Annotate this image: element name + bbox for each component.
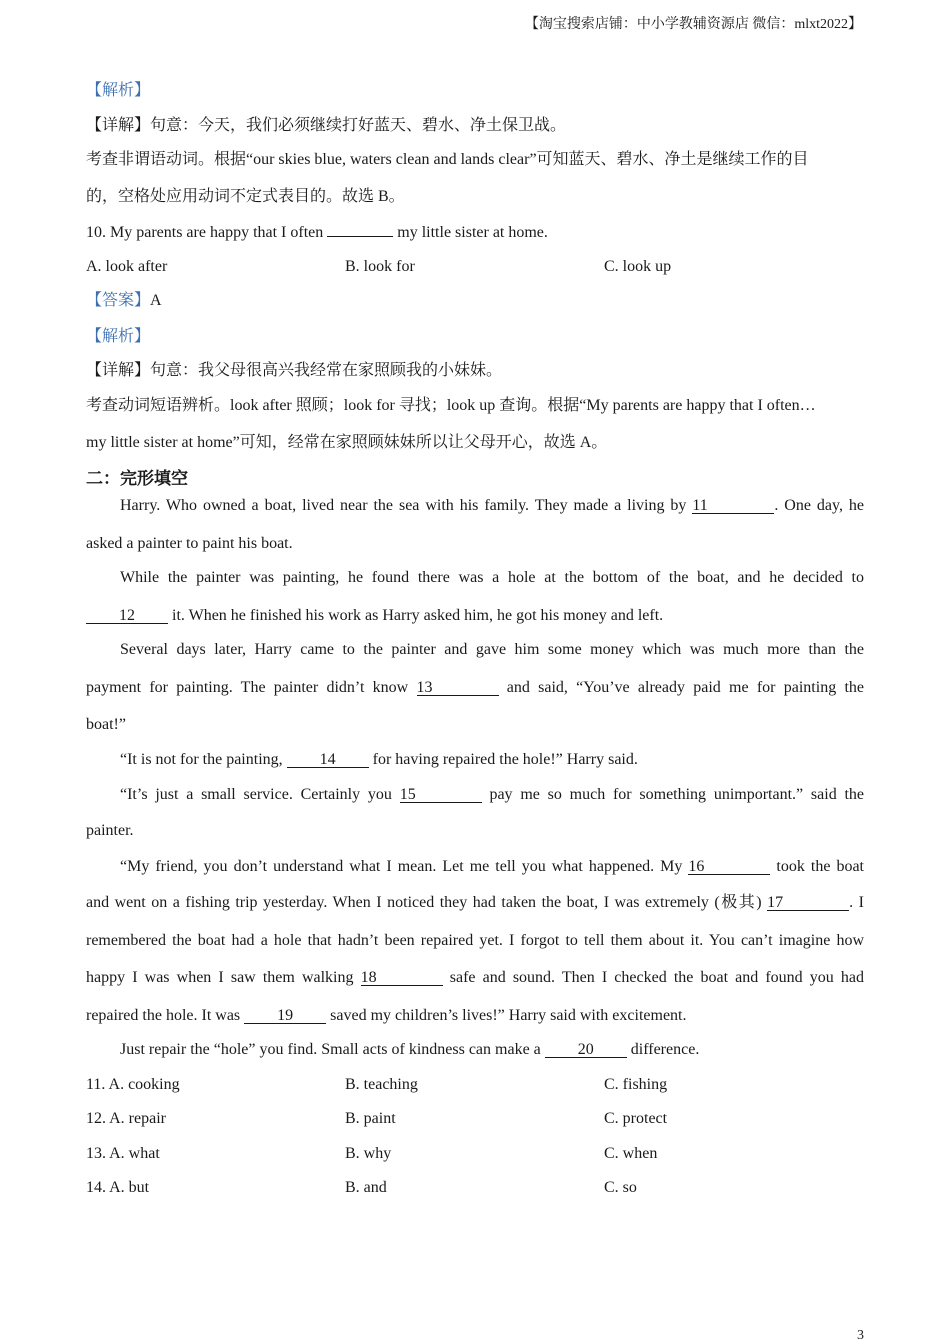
passage-line: and went on a fishing trip yesterday. When I noticed they had taken the boat, I was extremely (极其) 17 . I (86, 894, 864, 911)
blank-19: 19 (244, 1008, 326, 1024)
choice-row (86, 1144, 864, 1164)
passage-line: While the painter was painting, he found there was a hole at the bottom of the boat, and he decided to (120, 569, 864, 586)
section-title: 二：完形填空 (86, 469, 188, 489)
option-a: A. look after (86, 258, 168, 275)
option-b: B. look for (345, 258, 415, 275)
blank-12: 12 (86, 608, 168, 624)
blank-13: 13 (417, 680, 499, 696)
passage-line: repaired the hole. It was 19 saved my children’s lives!” Harry said with excitement. (86, 1007, 687, 1024)
question-10-options (86, 257, 864, 277)
answer-line (86, 291, 864, 311)
passage-line: happy I was when I saw them walking 18 safe and sound. Then I checked the boat and found you had (86, 969, 865, 986)
detail-line: 【详解】句意：我父母很高兴我经常在家照顾我的小妹妹。 (86, 362, 503, 379)
option-c: C. fishing (604, 1076, 668, 1093)
option-a: 11. A. cooking (86, 1076, 180, 1093)
explanation-text: 考查动词短语辨析。look after 照顾；look for 寻找；look up 查询。根据“My parents are happy that I often… (86, 397, 816, 414)
passage-line: Just repair the “hole” you find. Small acts of kindness can make a 20 difference. (120, 1041, 700, 1058)
blank-17: 17 (767, 895, 849, 911)
detail-line: 【详解】句意：今天，我们必须继续打好蓝天、碧水、净土保卫战。 (86, 117, 567, 134)
passage-line: 12 it. When he finished his work as Harry asked him, he got his money and left. (86, 606, 864, 626)
passage-line: boat!” (86, 716, 126, 733)
question-10-stem: 10. My parents are happy that I often my little sister at home. (86, 224, 548, 241)
explanation-text: 的，空格处应用动词不定式表目的。故选 B。 (86, 188, 405, 205)
option-a: 12. A. repair (86, 1110, 166, 1127)
answer-value: A (150, 292, 162, 309)
passage-line: payment for painting. The painter didn’t know 13 and said, “You’ve already paid me for painting the (86, 679, 865, 696)
option-b: B. why (345, 1145, 392, 1162)
choice-row (86, 1178, 864, 1198)
answer-label: 【答案】 (86, 292, 151, 309)
blank-15: 15 (400, 787, 482, 803)
blank-11: 11 (692, 498, 774, 514)
passage-line: “My friend, you don’t understand what I mean. Let me tell you what happened. My 16 took the boat (120, 858, 864, 875)
option-b: B. teaching (345, 1076, 418, 1093)
option-b: B. and (345, 1179, 387, 1196)
choice-row (86, 1075, 864, 1095)
blank-14: 14 (287, 752, 369, 768)
passage-line: “It is not for the painting, 14 for having repaired the hole!” Harry said. (120, 751, 638, 768)
blank-18: 18 (361, 970, 443, 986)
option-c: C. so (604, 1179, 637, 1196)
explanation-text: my little sister at home”可知，经常在家照顾妹妹所以让父母开心，故选 A。 (86, 434, 608, 451)
jiexi-label: 【解析】 (86, 82, 151, 99)
choice-row (86, 1109, 864, 1129)
explanation-text: 考查非谓语动词。根据“our skies blue, waters clean and lands clear”可知蓝天、碧水、净土是继续工作的目 (86, 151, 809, 168)
passage-line: “It’s just a small service. Certainly you 15 pay me so much for something unimportant.” said the (120, 786, 865, 803)
passage-line: asked a painter to paint his boat. (86, 535, 293, 552)
option-c: C. look up (604, 258, 672, 275)
option-c: C. protect (604, 1110, 668, 1127)
passage-line: remembered the boat had a hole that hadn’t been repaired yet. I forgot to tell them about it. You can’t imagine how (86, 932, 864, 949)
passage-line: Harry. Who owned a boat, lived near the sea with his family. They made a living by 11 . One day, he (120, 497, 864, 514)
passage-line: painter. (86, 822, 134, 839)
page-number: 3 (857, 1328, 864, 1343)
option-a: 13. A. what (86, 1145, 160, 1162)
jiexi-label: 【解析】 (86, 328, 151, 345)
blank-20: 20 (545, 1042, 627, 1058)
option-b: B. paint (345, 1110, 396, 1127)
passage-line: Several days later, Harry came to the painter and gave him some money which was much more than the (120, 641, 864, 658)
blank-16: 16 (688, 859, 770, 875)
option-c: C. when (604, 1145, 658, 1162)
page-header: 【淘宝搜索店铺：中小学教辅资源店 微信：mlxt2022】 (524, 17, 862, 32)
option-a: 14. A. but (86, 1179, 150, 1196)
answer-blank (327, 222, 393, 237)
